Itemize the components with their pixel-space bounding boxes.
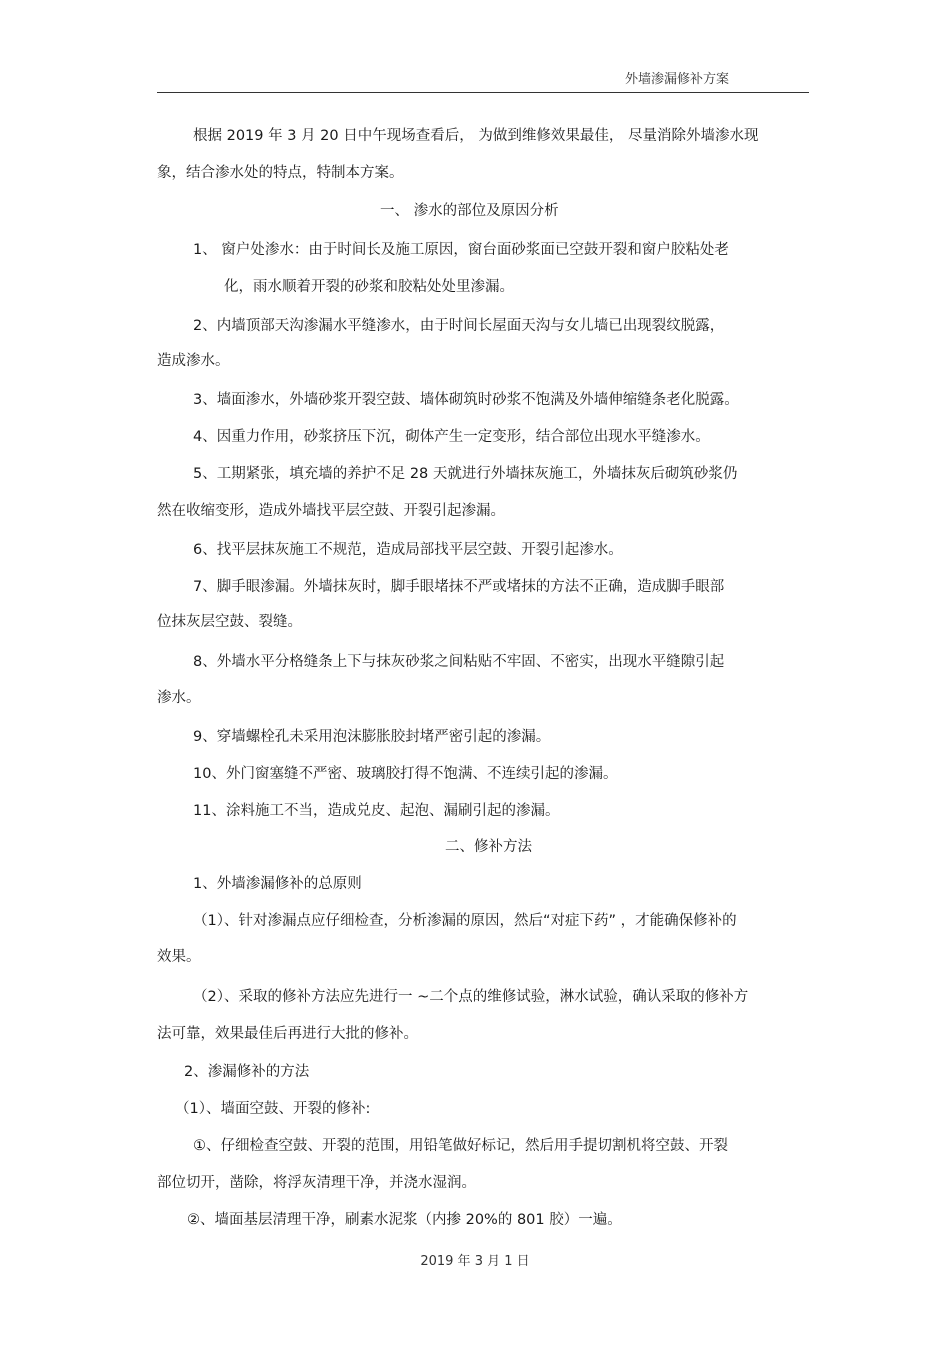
s2-line-7: （1）、墙面空鼓、开裂的修补: [175,1101,371,1117]
header-title: 外墙渗漏修补方案 [624,72,729,87]
s2-line-8: ①、仔细检查空鼓、开裂的范围，用铅笔做好标记，然后用手提切割机将空鼓、开裂 [193,1138,728,1154]
intro-line-1: 根据 2019 年 3 月 20 日中午现场查看后， 为做到维修效果最佳， 尽量消除外墙渗水现 [193,128,759,144]
section2-heading: 二、修补方法 [445,839,532,855]
item-3: 3、墙面渗水，外墙砂浆开裂空鼓、墙体砌筑时砂浆不饱满及外墙伸缩缝条老化脱露。 [193,392,739,408]
item-9: 9、穿墙螺栓孔未采用泡沫膨胀胶封堵严密引起的渗漏。 [193,729,551,745]
s2-line-2: （1）、针对渗漏点应仔细检查，分析渗漏的原因，然后“对症下药” ，才能确保修补的 [193,913,737,929]
item-4: 4、因重力作用，砂浆挤压下沉，砌体产生一定变形，结合部位出现水平缝渗水。 [193,429,710,445]
item-2-line-2: 造成渗水。 [157,353,230,369]
intro-line-2: 象，结合渗水处的特点，特制本方案。 [157,165,404,181]
s2-line-5: 法可靠，效果最佳后再进行大批的修补。 [157,1026,418,1042]
item-8-line-1: 8、外墙水平分格缝条上下与抹灰砂浆之间粘贴不牢固、不密实，出现水平缝隙引起 [193,654,725,670]
item-11: 11、涂料施工不当，造成兑皮、起泡、漏刷引起的渗漏。 [193,803,560,819]
item-7-line-2: 位抹灰层空鼓、裂缝。 [157,614,302,630]
item-5-line-2: 然在收缩变形，造成外墙找平层空鼓、开裂引起渗漏。 [157,503,505,519]
item-10: 10、外门窗塞缝不严密、玻璃胶打得不饱满、不连续引起的渗漏。 [193,766,618,782]
s2-line-10: ②、墙面基层清理干净，刷素水泥浆（内掺 20%的 801 胶）一遍。 [187,1212,622,1228]
item-1-line-1: 1、 窗户处渗水：由于时间长及施工原因，窗台面砂浆面已空鼓开裂和窗户胶粘处老 [193,242,729,258]
item-6: 6、找平层抹灰施工不规范，造成局部找平层空鼓、开裂引起渗水。 [193,542,623,558]
section1-heading: 一、 渗水的部位及原因分析 [380,203,559,219]
item-2-line-1: 2、内墙顶部天沟渗漏水平缝渗水，由于时间长屋面天沟与女儿墙已出现裂纹脱露， [193,318,725,334]
s2-line-3: 效果。 [157,949,201,965]
s2-line-1: 1、外墙渗漏修补的总原则 [193,876,362,892]
item-5-line-1: 5、工期紧张，填充墙的养护不足 28 天就进行外墙抹灰施工，外墙抹灰后砌筑砂浆仍 [193,466,738,482]
s2-line-6: 2、渗漏修补的方法 [184,1064,310,1080]
footer-date: 2019 年 3 月 1 日 [420,1254,530,1269]
s2-line-4: （2）、采取的修补方法应先进行一 ~二个点的维修试验，淋水试验，确认采取的修补方 [193,989,749,1005]
item-1-line-2: 化，雨水顺着开裂的砂浆和胶粘处处里渗漏。 [224,279,514,295]
s2-line-9: 部位切开，凿除，将浮灰清理干净，并浇水湿润。 [157,1175,476,1191]
item-7-line-1: 7、脚手眼渗漏。外墙抹灰时，脚手眼堵抹不严或堵抹的方法不正确，造成脚手眼部 [193,579,725,595]
page-header [157,68,809,93]
item-8-line-2: 渗水。 [157,690,201,706]
